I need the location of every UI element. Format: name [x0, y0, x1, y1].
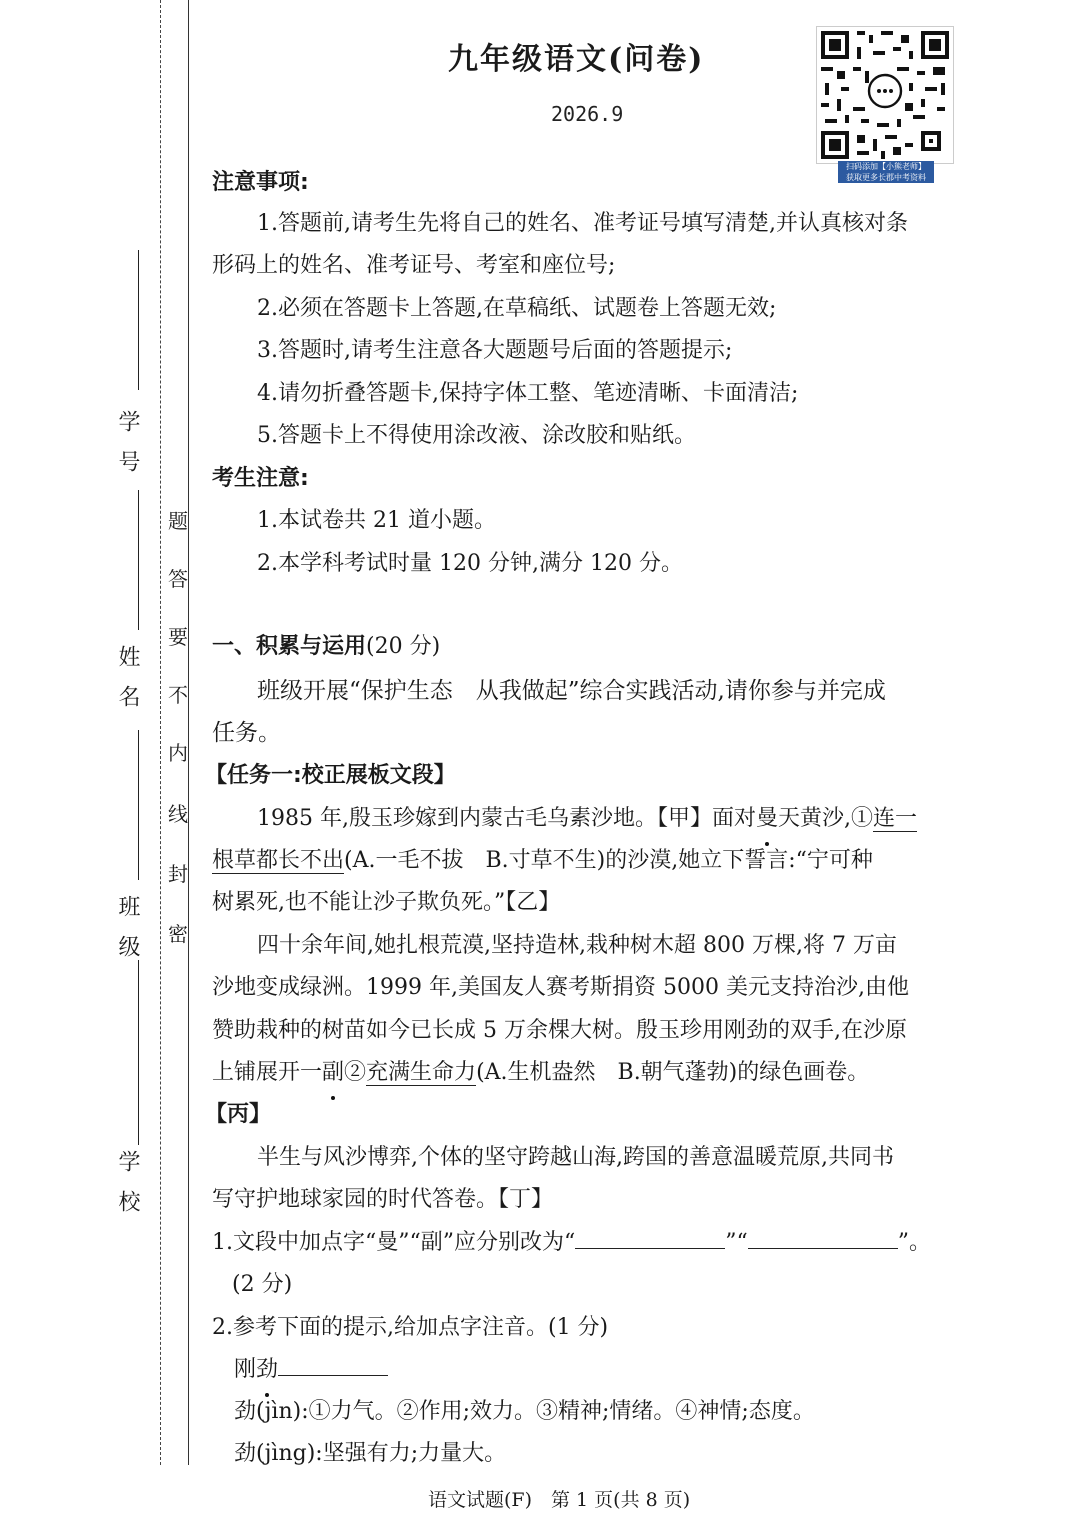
- page-title: 九年级语文(问卷): [448, 42, 705, 77]
- question-1-text: ”。: [897, 1230, 931, 1255]
- passage-line: 半生与风沙博弈,个体的坚守跨越山海,跨国的善意温暖荒原,共同书: [257, 1145, 894, 1170]
- school-label: 学校: [115, 1150, 140, 1230]
- passage-line: 四十余年间,她扎根荒漠,坚持造林,栽种树木超 800 万棵,将 7 万亩: [257, 933, 897, 958]
- underlined-phrase-1-cont: 根草都长不出: [212, 848, 345, 873]
- question-2: 2.参考下面的提示,给加点字注音。(1 分): [212, 1315, 609, 1340]
- passage-line: [212, 1052, 869, 1094]
- passage-text: ②: [344, 1060, 367, 1085]
- question-1-text: 1.文段中加点字“曼”“副”应分别改为“: [212, 1230, 576, 1255]
- definition-1: 劲(jìn):①力气。②作用;效力。③精神;情绪。④神情;态度。: [234, 1399, 815, 1424]
- qr-caption-line1: 扫码添加【小熊老师】: [846, 162, 926, 171]
- question-1-text: ”“: [725, 1230, 748, 1255]
- seal-char: 线: [168, 802, 188, 826]
- seal-char: 不: [168, 683, 188, 707]
- passage-marker: 【丙】: [205, 1102, 272, 1127]
- dotted-char-fu: 副: [322, 1052, 344, 1094]
- qr-code: [816, 26, 954, 164]
- qr-caption-line2: 获取更多长郡中考资料: [846, 173, 926, 182]
- passage-text: 天黄沙,①: [778, 806, 873, 831]
- candidate-note-2: 2.本学科考试时量 120 分钟,满分 120 分。: [257, 551, 683, 576]
- passage-text: 1985 年,殷玉珍嫁到内蒙古毛乌素沙地。【甲】面对: [257, 806, 756, 831]
- school-line: [138, 960, 139, 1145]
- binding-solid-line: [188, 0, 189, 1465]
- name-label: 姓名: [115, 645, 140, 725]
- notes-heading: 注意事项:: [212, 170, 309, 195]
- note-item-1: 1.答题前,请考生先将自己的姓名、准考证号填写清楚,并认真核对条: [257, 211, 908, 236]
- seal-char: 题: [168, 509, 188, 533]
- question-1: [212, 1222, 931, 1264]
- passage-line: 树累死,也不能让沙子欺负死。”【乙】: [212, 890, 561, 915]
- seal-char: 封: [168, 862, 188, 886]
- answer-blank-3[interactable]: [278, 1355, 388, 1376]
- class-line: [138, 730, 139, 880]
- section-intro-cont: 任务。: [212, 720, 281, 746]
- question-1-score: (2 分): [232, 1272, 293, 1297]
- underlined-phrase-2: 充满生命力: [366, 1060, 477, 1085]
- class-label: 班级: [115, 895, 140, 975]
- section-heading: [212, 626, 440, 668]
- answer-blank-2[interactable]: [748, 1228, 898, 1249]
- note-item-5: 5.答题卡上不得使用涂改液、涂改胶和贴纸。: [257, 423, 696, 448]
- passage-line: 赞助栽种的树苗如今已长成 5 万余棵大树。殷玉珍用刚劲的双手,在沙原: [212, 1018, 907, 1043]
- note-item-4: 4.请勿折叠答题卡,保持字体工整、笔迹清晰、卡面清洁;: [257, 381, 799, 406]
- name-line: [138, 490, 139, 630]
- note-item-1-cont: 形码上的姓名、准考证号、考室和座位号;: [212, 253, 616, 278]
- qr-caption: [838, 161, 934, 183]
- seal-char: 内: [168, 741, 188, 765]
- binding-dashed-line: [160, 0, 161, 1465]
- note-item-2: 2.必须在答题卡上答题,在草稿纸、试题卷上答题无效;: [257, 296, 777, 321]
- definition-2: 劲(jìng):坚强有力;力量大。: [234, 1441, 507, 1466]
- task1-heading: 【任务一:校正展板文段】: [205, 763, 456, 788]
- passage-text: 上铺展开一: [212, 1060, 323, 1085]
- section-intro: 班级开展“保护生态 从我做起”综合实践活动,请你参与并完成: [257, 678, 886, 704]
- dotted-char-man: 曼: [756, 798, 778, 840]
- passage-line: [212, 840, 873, 882]
- dotted-char-jin: 劲: [256, 1349, 278, 1391]
- student-id-line: [138, 250, 139, 390]
- note-item-3: 3.答题时,请考生注意各大题题号后面的答题提示;: [257, 338, 733, 363]
- seal-char: 要: [168, 625, 188, 649]
- word-char: 刚: [234, 1357, 257, 1382]
- seal-char: 密: [168, 922, 188, 946]
- answer-blank-1[interactable]: [575, 1228, 725, 1249]
- student-id-label: 学号: [115, 410, 140, 490]
- question-2-word: [234, 1349, 388, 1391]
- candidate-note-1: 1.本试卷共 21 道小题。: [257, 508, 496, 533]
- seal-char: 答: [168, 567, 188, 591]
- qr-code-icon: [817, 27, 953, 163]
- exam-date: 2026.9: [551, 102, 624, 126]
- underlined-phrase-1: 连一: [873, 806, 918, 831]
- passage-text: (A.生机盎然 B.朝气蓬勃)的绿色画卷。: [476, 1060, 870, 1085]
- passage-text: (A.一毛不拔 B.寸草不生)的沙漠,她立下誓言:“宁可种: [344, 848, 873, 873]
- page-footer: 语文试题(F) 第 1 页(共 8 页): [428, 1489, 691, 1511]
- passage-line: 沙地变成绿洲。1999 年,美国友人赛考斯捐资 5000 美元支持治沙,由他: [212, 975, 909, 1000]
- section-score: (20 分): [366, 634, 441, 659]
- candidate-notes-heading: 考生注意:: [212, 466, 309, 491]
- section-title: 一、积累与运用: [212, 634, 367, 659]
- passage-line: [257, 798, 917, 840]
- passage-line: 写守护地球家园的时代答卷。【丁】: [212, 1187, 554, 1212]
